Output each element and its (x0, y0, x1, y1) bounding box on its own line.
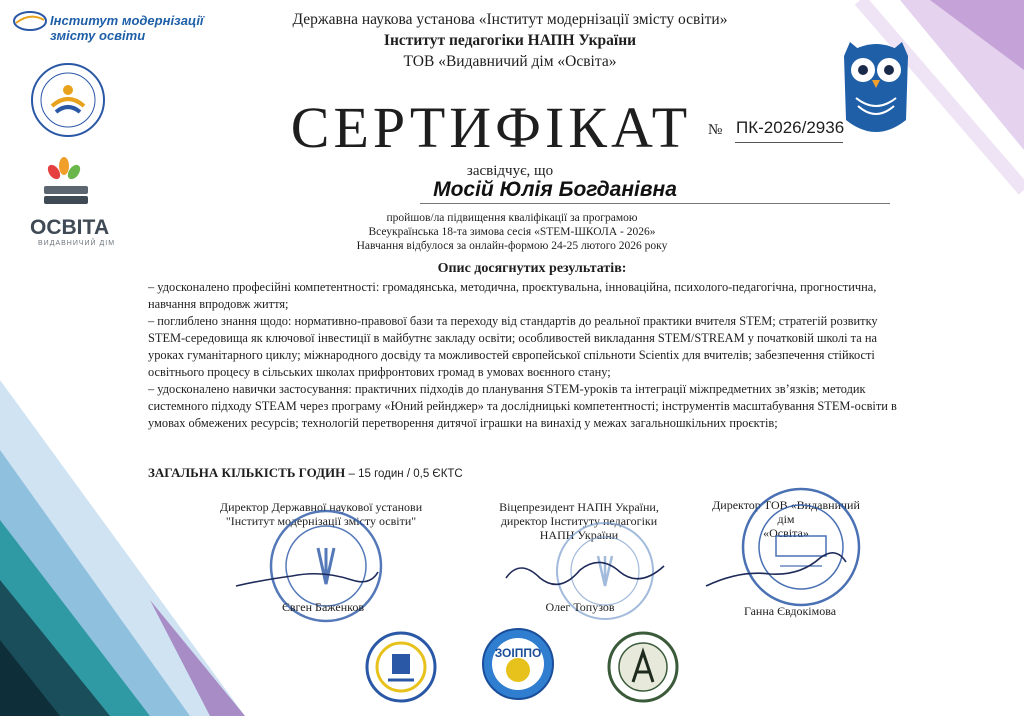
certificate-number-label: № (708, 122, 723, 138)
recipient-underline (420, 203, 890, 204)
signature-2-name: Олег Топузов (545, 600, 615, 614)
signature-2-title-line: Віцепрезидент НАПН України, (499, 500, 659, 514)
result-paragraph: – удосконалено професійні компетентності: громадянська, методична, проєктувальна, інноваційна, психолого-педагогічна, прогностична, навчання впродовж життя; (148, 280, 877, 311)
banner-logo-text: Інститут модернізації змісту освіти (50, 13, 204, 43)
total-hours-value: – 15 годин / 0,5 ЄКТС (348, 468, 463, 480)
signature-3-scribble (700, 540, 850, 600)
bottom-logo-1-icon (364, 630, 438, 704)
signature-2-scribble (500, 548, 670, 598)
osvita-logo (26, 156, 116, 252)
signature-3-name: Ганна Євдокімова (743, 604, 837, 618)
bottom-logo-3-icon (606, 630, 680, 704)
signature-1-title-line: Директор Державної наукової установи (219, 500, 423, 514)
program-dates: Навчання відбулося за онлайн-формою 24-25 лютого 2026 року (356, 240, 668, 252)
issuer-line-3: ТОВ «Видавничий дім «Освіта» (403, 53, 617, 70)
results-list (148, 279, 900, 432)
signature-1-scribble (232, 560, 382, 600)
signature-2-title-line: НАПН України (539, 528, 619, 542)
institute-emblem-icon (30, 62, 106, 138)
signature-2-title-line: директор Інституту педагогіки (500, 514, 658, 528)
signature-1-name: Євген Баженков (281, 600, 365, 614)
bottom-logo-2-icon (480, 626, 556, 702)
globe-icon (12, 10, 48, 32)
signature-3-title-line: «Освіта» (763, 526, 809, 540)
total-hours-label: ЗАГАЛЬНА КІЛЬКІСТЬ ГОДИН (148, 465, 346, 480)
issuer-line-2: Інститут педагогіки НАПН України (383, 32, 637, 49)
program-intro: пройшов/ла підвищення кваліфікації за програмою (386, 212, 638, 224)
result-paragraph: – поглиблено знання щодо: нормативно-правової бази та переходу від стандартів до реальної практики вчителя STEM; стратегій розвитку STEM-середовища як ключової інвестиції в майбутнє закладу освіти; особливостей викладання STEM/STREAM у початковій школі та на уроках гуманітарного циклу; міжнародного досвіду та можливостей європейської спільноти Scientix для вчителів; забезпечення стійкості освітнього процесу в сільських школах прифронтових громад в умовах воєнного стану; (148, 314, 878, 379)
program-name: Всеукраїнська 18-та зимова сесія «STEM-ШКОЛА - 2026» (368, 226, 656, 238)
bottom-logo-2 (480, 626, 556, 702)
osvita-logo-name: ОСВІТА (30, 216, 110, 239)
book-leaves-icon (26, 156, 116, 216)
number-underline (735, 142, 843, 143)
certifies-text: засвідчує, що (466, 163, 554, 179)
bottom-logo-2-label: ЗОІППО (494, 646, 542, 660)
results-heading: Опис досягнутих результатів: (437, 261, 627, 276)
recipient-name: Мосій Юлія Богданівна (433, 178, 677, 201)
signature-1-title-line: "Інститут модернізації змісту освіти" (225, 514, 417, 528)
result-paragraph: – удосконалено навички застосування: практичних підходів до планування STEM-уроків та інтеграції міжпредметних зв’язків; методик системного підходу STEAM через програму «Юний рейнджер» та дослідницькі компетентності; інструментів масштабування STEM-освіти в умовах обмежених ресурсів; технологій перетворення дитячої іграшки на винахід у межах загальношкільних проєктів; (148, 382, 897, 430)
signature-3-title-line: Директор ТОВ «Видавничий дім (712, 498, 860, 526)
owl-icon (836, 36, 916, 146)
certificate-title: СЕРТИФІКАТ (290, 95, 692, 160)
certificate-number: ПК-2026/2936 (736, 118, 845, 137)
issuer-line-1: Державна наукова установа «Інститут модернізації змісту освіти» (292, 11, 728, 28)
osvita-logo-sub: ВИДАВНИЧИЙ ДІМ (38, 240, 116, 247)
total-hours (148, 465, 463, 481)
